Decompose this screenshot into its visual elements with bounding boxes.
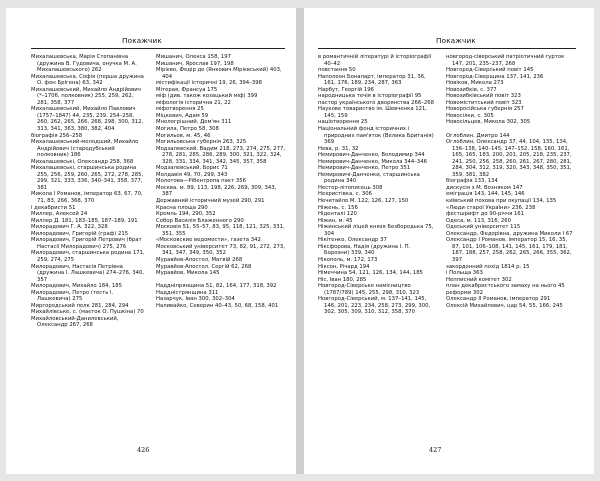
index-entry: Милорадович, Петро (тесть І. Лашкевича) 275 — [31, 289, 114, 303]
index-entry: Національний фонд історичних і природних пам'яток (Велика Британія) 369 — [318, 126, 434, 146]
index-entry: Мнологрішний, Дем'ян 311 — [156, 119, 232, 126]
right-page — [304, 8, 594, 474]
index-entry: Немирович-Данченко, Петро 351 — [318, 165, 411, 172]
index-entry: Нікітенко, Олександр 37 — [318, 237, 387, 244]
index-entry: Михалашевський, Михайло Андрійович (*–1706, полковник) 255, 259, 262, 281, 358, 377 — [31, 86, 141, 106]
index-entry: містифікації історичні 19, 26, 394–398 — [156, 80, 262, 87]
index-entry: Наддніпрянщина 51, 82, 164, 177, 318, 392 — [156, 283, 277, 290]
index-entry: Наполеон Бонапарт, імператор 31, 36, 161, 176, 189, 234, 287, 363 — [318, 73, 426, 87]
index-entry: Ніжинський ліцей князя Безбородька 75, 304 — [318, 224, 434, 237]
index-entry: Нестор-літописець 308 — [318, 184, 383, 191]
index-entry: Ніксон, Річард 194 — [318, 263, 370, 270]
index-entry: Олексій Михайлович, цар 54, 55, 166, 245 — [446, 302, 563, 309]
index-entry: Милорадович, Михайло 184, 185 — [31, 283, 122, 290]
index-entry: Державний історичний музей 290, 291 — [156, 198, 265, 205]
index-entry: Могильов, м. 45, 46 — [156, 132, 211, 139]
index-entry: Михалашевський, Михайло Павлович (1757–1847) 44, 235, 239, 254–258, 260, 262, 265, 266, 268, 298, 300, 312, 313, 341, 363, 380, 382, 404 — [31, 106, 144, 133]
index-entry: Нікополь, м. 172, 173 — [318, 256, 378, 263]
index-entry: Нечитайло М. 122, 126, 127, 150 — [318, 198, 409, 205]
index-entry: Оглоблин, Олександр 37, 44, 104, 135, 134, 136–138, 140–145, 147–152, 158, 160, 161, 165, 165, 183, 200, 201, 205, 218, 235, 237, 241, 250, 256, 258, 260, 261, 267, 280, 281, 284, 304, 312, 319, 320, 343, 348, 350, 351, 359, 381, 382 — [446, 139, 572, 178]
index-entry: Новгород-Сіверське намісництво (1787/789) 145, 255, 298, 310, 323 — [318, 283, 420, 296]
index-entry: Німеччина 54, 121, 126, 134, 144, 185 — [318, 270, 423, 277]
index-entry: Новіков, Микола 273 — [446, 80, 504, 87]
index-entry: Милорадович, Григорій Петрович (брат Настасії Милорадович) 275, 276 — [31, 237, 142, 250]
index-column-1 — [31, 54, 146, 329]
index-entry: Микола I Романов, імператор 63, 67, 70, 71, 83, 266, 368, 370 — [31, 191, 143, 205]
index-entry: Молдавія 49, 70, 299, 343 — [156, 171, 228, 178]
index-entry: Муравйов, Микола 145 — [156, 270, 220, 277]
index-entry: Михалашевський-молодший, Михайло Андрійович (стародубський полковник) 186 — [31, 139, 139, 159]
index-entry: Немирович-Данченко, Микола 344–346 — [318, 158, 428, 165]
index-entry: біографія 256–258 — [31, 132, 83, 139]
index-entry: Новосілки, с. 305 — [446, 112, 494, 119]
index-entry: Михалашевські, старшинська родина 255, 256, 259, 260, 265, 272, 278, 285, 299, 321, 333, 336, 340–341, 358, 377, 381 — [31, 165, 144, 191]
index-entry: Назарчук, Іван 300, 302–304 — [156, 296, 235, 303]
index-entry: Мишанич, Ярослав 197, 198 — [156, 60, 234, 67]
index-entry: Могильовська губернія 263, 325 — [156, 139, 247, 146]
index-entry: міфотворення 25 — [156, 106, 204, 113]
index-entry: Молотова—Рібентропа пакт 356 — [156, 178, 246, 185]
index-column-2 — [446, 54, 576, 309]
index-entry: Кремль 194, 290, 352 — [156, 211, 216, 218]
index-entry: Ніксфорова, Надія (дружина І. П. Борозни) 339, 340 — [318, 243, 411, 257]
index-entry: Новосільцев, Микола 302, 305 — [446, 119, 531, 126]
page-number: 426 — [137, 446, 150, 454]
index-entry: Непписний комітет 302 — [446, 276, 512, 283]
page-number: 427 — [429, 446, 442, 454]
index-entry: Ніжень, с. 156 — [318, 204, 358, 211]
index-entry: Новозибків, с. 377 — [446, 86, 497, 93]
index-entry: Михалашевська, Софія (перша дружина О. фон Брігена) 63, 342 — [31, 73, 144, 87]
index-entry: новгород-сіверський патріотичний гурток 147, 201, 235–237, 268 — [446, 54, 565, 67]
header-rule — [31, 48, 285, 49]
index-entry: Нева, р. 31, 32 — [318, 145, 359, 152]
left-page — [6, 8, 296, 474]
index-entry: Оглоблин, Дмитро 144 — [446, 132, 510, 139]
index-entry: Муравйов-Апостол, Сергій 62, 268 — [156, 263, 252, 270]
index-entry: план декабристського замаху на нього 45 — [446, 283, 565, 290]
index-entry: Ніденталі 120 — [318, 211, 357, 218]
index-entry: Могила, Петро 58, 308 — [156, 126, 219, 133]
index-entry: Новоміститський повіт 323 — [446, 99, 522, 106]
index-entry: Милорадович, старшинська родина 171, 259, 274, 275 — [31, 250, 145, 263]
index-entry: Михалашевська, Марія Степанівна (дружина В. Гудовича, онучка М. А. Михалашевського) 262 — [31, 54, 137, 74]
index-entry: еміграція 143, 144, 145, 146 — [446, 191, 525, 198]
index-entry: фестшрифт до 90-річчя 161 — [446, 211, 525, 218]
index-entry: націотворення 25 — [318, 119, 368, 126]
index-entry: міф (див. також козацький міф) 399 — [156, 93, 258, 100]
index-entry: Олександр II Романов, імператор 291 — [446, 296, 551, 303]
index-entry: Новгород-Сіверський повіт 145 — [446, 67, 534, 74]
index-entry: Московія 51, 55–57, 83, 95, 118, 121, 325, 331, 351, 355 — [156, 224, 285, 237]
index-entry: Новоросійська губернія 257 — [446, 106, 524, 113]
index-entry: і Польща 363 — [446, 270, 483, 277]
index-entry: Ніжин, м. 45 — [318, 217, 353, 224]
index-entry: Одеський університет 115 — [446, 224, 521, 231]
index-entry: повстання 50 — [318, 67, 356, 74]
index-entry: народницька течія в історіографії 95 — [318, 93, 422, 100]
index-entry: Модзалевский, Вадим 218, 273, 274, 275, 277, 278, 281, 285, 286, 289, 300, 321, 322, 324, 328, 331, 334, 341, 342, 345, 357, 358 — [156, 145, 286, 165]
header-rule — [318, 48, 576, 49]
index-entry: Наливайко, Северин 40–43, 50, 68, 158, 401 — [156, 302, 279, 309]
index-entry: Красна площа 290 — [156, 204, 208, 211]
index-entry: Собор Василія Блаженного 290 — [156, 217, 244, 224]
index-entry: Милорадович, Настасія Петрівна (дружина І. Лашкевича) 274–276, 340, 357 — [31, 263, 145, 283]
index-entry: Новгород-Сіверщина 137, 141, 236 — [446, 73, 544, 80]
index-entry: пастор українського дворянства 266–268 — [318, 99, 435, 106]
index-entry: Наддністрянщина 311 — [156, 289, 219, 296]
index-entry: Муравйов-Апостол, Матвій 268 — [156, 256, 243, 263]
index-entry: Олександр I Романов, імператор 15, 16, 35, 87, 101, 106–108, 141, 145, 161, 179, 181, 187, 188, 257, 258, 262, 265, 266, 355, 362, 397 — [446, 237, 572, 263]
index-entry: міфологія історична 21, 22 — [156, 99, 231, 106]
index-entry: біографія 133, 134 — [446, 178, 498, 185]
index-entry: Мишанич, Олекса 158, 197 — [156, 54, 231, 60]
index-entry: Мітерая, Франсуа 175 — [156, 86, 218, 93]
index-entry: Наукове товариство ім. Шевченка 121, 145, 159 — [318, 106, 428, 119]
index-entry: Нарбут, Георгій 196 — [318, 86, 375, 93]
index-entry: Милорадович, Григорій (граф) 215 — [31, 230, 129, 237]
index-entry: в романтичній літературі й історіографії 40–42 — [318, 54, 432, 67]
page-header: Покажчик — [122, 36, 162, 45]
index-entry: київський похова при окупації 134, 135 — [446, 198, 557, 205]
index-entry: Одеса, м. 113, 316, 260 — [446, 217, 512, 224]
index-entry: реформи 302 — [446, 289, 483, 296]
index-entry: Міцкевич, Адам 59 — [156, 112, 209, 119]
index-entry: Миллер, Алексей 24 — [31, 211, 88, 218]
index-entry: Миргородський полк 281, 284, 294 — [31, 302, 129, 309]
index-entry: Немировичі-Данченки, старшинська родина 340 — [318, 171, 420, 185]
index-entry: «Московские ведомости», газета 342 — [156, 237, 261, 244]
index-entry: Нехристівка, с. 306 — [318, 191, 372, 198]
index-entry: «Люди старої України» 236, 238 — [446, 204, 536, 211]
index-entry: Михалашевські, Олександр 258, 368 — [31, 158, 134, 165]
index-entry: дискусія з М. Возняком 147 — [446, 184, 523, 191]
index-entry: Новгород-Сіверський, м. 137–141, 145, 146, 201, 223, 234, 258, 273, 299, 300, 302, 305, 309, 310, 312, 358, 370 — [318, 296, 431, 316]
index-entry: Немирович-Данченко, Володимир 344 — [318, 152, 425, 159]
index-entry: Олександр, Федорівна, дружина Миколи I 67 — [446, 230, 573, 237]
index-entry: Милорадович Г. А. 322, 328 — [31, 224, 108, 231]
page-header: Покажчик — [436, 36, 476, 45]
index-entry: Московський університет 73, 82, 91, 272, 273, 341, 347, 349, 350, 352 — [156, 243, 285, 257]
index-entry: Михайлівське, с. (маєток О. Пушкіна) 70 — [31, 309, 144, 316]
index-entry: Новозибківський повіт 323 — [446, 93, 521, 100]
index-entry: Мірієво, Федір де (Янкович Мірієвський) 403, 404 — [156, 67, 282, 80]
index-column-2 — [156, 54, 286, 309]
index-entry: і декабристи 51 — [31, 204, 76, 211]
index-column-1 — [318, 54, 436, 316]
index-entry: Ніс, Іван 180, 285 — [318, 276, 367, 283]
index-entry: Михайловський-Данилевський, Олександр 267, 268 — [31, 315, 119, 329]
index-entry: Москва, м. 89, 113, 198, 226, 269, 309, 343, 387 — [156, 184, 277, 198]
book-gutter — [296, 8, 304, 474]
index-entry: закордонний похід 1814 р. 15 — [446, 263, 530, 270]
index-entry: Миллер Д. 181, 183–185, 187–189, 191 — [31, 217, 138, 224]
index-entry: Модзалевський, Борис 71 — [156, 165, 228, 172]
